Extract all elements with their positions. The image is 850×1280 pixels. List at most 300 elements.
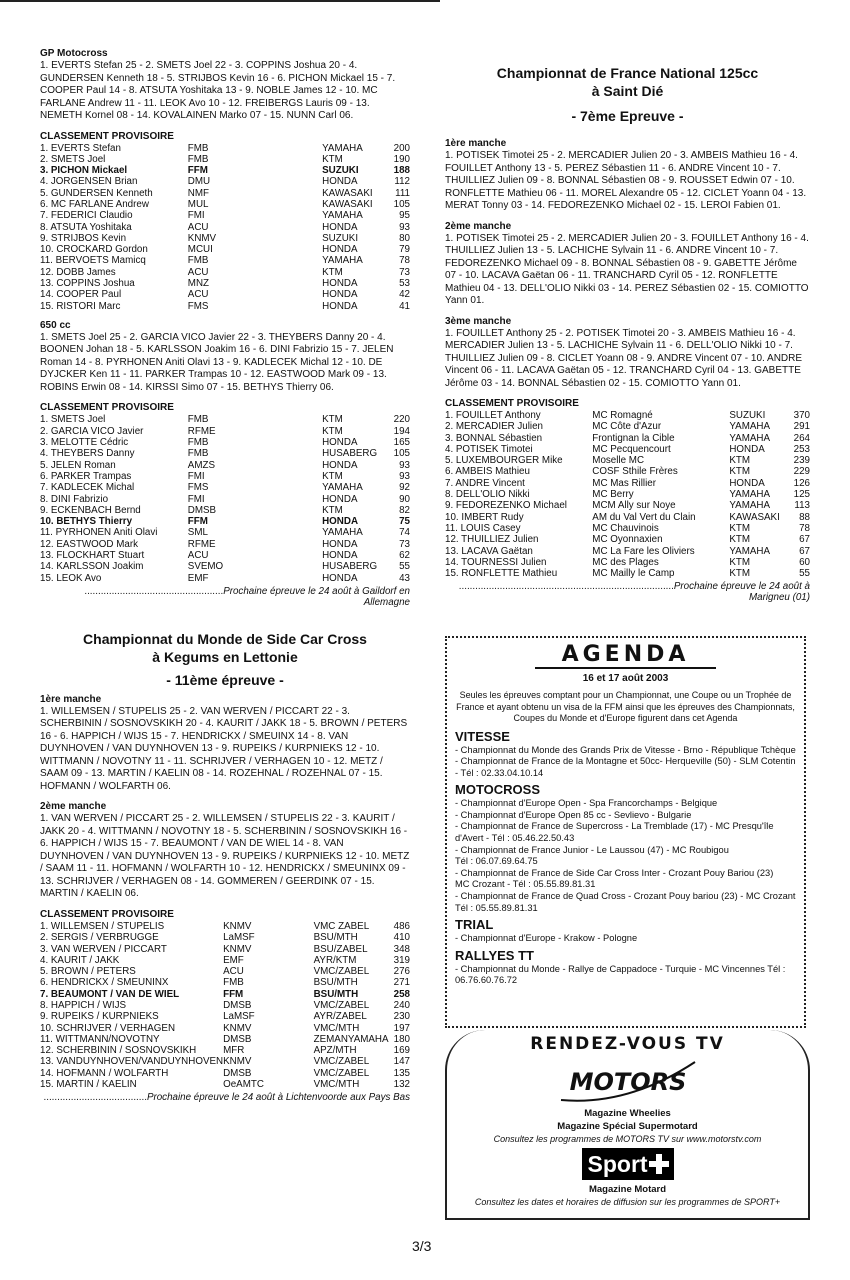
points: 73: [399, 538, 410, 550]
federation: KNMV: [223, 920, 252, 932]
table-row: [40, 154, 410, 165]
rider-name: 12. SCHERBININ / SOSNOVSKIKH: [40, 1045, 197, 1057]
table-row: [40, 977, 410, 988]
left-column: [40, 48, 410, 1103]
make: YAMAHA: [322, 210, 363, 222]
points: 291: [793, 421, 810, 433]
top-rule: [0, 0, 440, 2]
table-row: [40, 301, 410, 312]
rider-name: 15. MARTIN / KAELIN: [40, 1079, 137, 1091]
federation: MC Chauvinois: [592, 522, 659, 534]
manche2-heading: 2ème manche: [40, 801, 107, 813]
points: 75: [399, 516, 410, 528]
federation: FMB: [187, 437, 209, 449]
table-row: [40, 199, 410, 210]
make: BSU/MTH: [313, 988, 359, 1000]
manche3-results: 1. FOUILLET Anthony 25 - 2. POTISEK Timotei 20 - 3. AMBEIS Mathieu 16 - 4. MERCADIER Julien 13 - 5. LACHICHE Sylvain 11 - 6. DELL'OLIO Nikki 10 - 7. THUILLIEZ Julien 09 - 8. CICLET Yoann 08 - 9. ANDRE Vincent 07 - 10. ANDRE Vincent 06 - 11. LACAVA Gaëtan 05 - 12. TRANCHARD Cyril 04 - 13. GABETTE Jérôme 03 - 14. BONNAL Sébastien 02 - 15. COMIOTTO Yann 01.: [445, 327, 803, 389]
federation: ACU: [187, 266, 209, 278]
points: 67: [799, 545, 810, 557]
plus-icon: [647, 1152, 671, 1176]
agenda-item: - Championnat du Monde - Rallye de Cappadoce - Turquie - MC Vincennes Tél : 06.76.60.76.72: [455, 963, 786, 986]
federation: ACU: [187, 550, 209, 562]
rider-name: 3. MELOTTE Cédric: [40, 437, 129, 449]
points: 125: [793, 489, 810, 501]
rider-name: 8. HAPPICH / WIJS: [40, 999, 127, 1011]
table-row: [40, 426, 410, 437]
points: 80: [399, 232, 410, 244]
tv-line-sport-link: Consultez les dates et horaires de diffusion sur les programmes de SPORT+: [474, 1197, 781, 1207]
make: KTM: [322, 470, 343, 482]
federation: EMF: [223, 954, 244, 966]
federation: LaMSF: [223, 1011, 255, 1023]
make: KTM: [322, 504, 343, 516]
points: 93: [399, 470, 410, 482]
gp-classement-table: [40, 143, 410, 312]
make: SUZUKI: [322, 165, 359, 177]
national-classement-table: [445, 410, 810, 579]
table-row: [40, 1011, 410, 1022]
table-row: [40, 437, 410, 448]
make: VMC ZABEL: [313, 920, 370, 932]
table-row: [445, 478, 810, 489]
rider-name: 12. EASTWOOD Mark: [40, 538, 138, 550]
table-row: [445, 433, 810, 444]
agenda-date: 16 et 17 août 2003: [582, 673, 669, 684]
federation: COSF Sthile Frères: [592, 466, 678, 478]
points: 105: [393, 198, 410, 210]
federation: FFM: [187, 165, 208, 177]
rider-name: 6. PARKER Trampas: [40, 470, 132, 482]
table-row: [40, 932, 410, 943]
table-row: [40, 165, 410, 176]
federation: MC Oyonnaxien: [592, 534, 663, 546]
points: 239: [793, 455, 810, 467]
table-row: [445, 500, 810, 511]
points: 55: [799, 568, 810, 580]
cc650-heading: 650 cc: [40, 319, 71, 331]
federation: DMSB: [187, 504, 217, 516]
rider-name: 4. POTISEK Timotei: [445, 443, 533, 455]
make: KTM: [729, 534, 751, 546]
table-row: [40, 222, 410, 233]
table-row: [40, 944, 410, 955]
table-row: [445, 421, 810, 432]
table-row: [40, 176, 410, 187]
make: HONDA: [322, 221, 358, 233]
points: 271: [393, 977, 410, 989]
make: HUSABERG: [322, 561, 378, 573]
rider-name: 2. SMETS Joel: [40, 153, 106, 165]
points: 258: [393, 988, 410, 1000]
tv-line-supermotard: Magazine Spécial Supermotard: [557, 1121, 698, 1132]
federation: ACU: [223, 966, 244, 978]
points: 111: [395, 187, 410, 199]
points: 194: [393, 425, 410, 437]
tv-line-wheelies: Magazine Wheelies: [584, 1108, 671, 1119]
rider-name: 15. RISTORI Marc: [40, 300, 121, 312]
agenda-item: Tél : 06.07.69.64.75: [455, 856, 538, 867]
table-row: [40, 471, 410, 482]
table-row: [40, 267, 410, 278]
rider-name: 11. PYRHONEN Aniti Olavi: [40, 527, 158, 539]
federation: DMSB: [223, 1033, 252, 1045]
make: HONDA: [322, 437, 358, 449]
federation: FMS: [187, 300, 209, 312]
rider-name: 5. GUNDERSEN Kenneth: [40, 187, 153, 199]
sidecar-classement-table: [40, 921, 410, 1090]
agenda-item: MC Crozant - Tél : 05.55.89.81.31: [455, 879, 596, 890]
motors-logo: [553, 1056, 703, 1106]
rider-name: 11. WITTMANN/NOVOTNY: [40, 1033, 160, 1045]
classement-heading: CLASSEMENT PROVISOIRE: [40, 130, 174, 142]
points: 41: [399, 300, 410, 312]
rider-name: 3. BONNAL Sébastien: [445, 432, 543, 444]
table-row: [40, 210, 410, 221]
make: KTM: [322, 266, 343, 278]
table-row: [40, 1079, 410, 1090]
points: 200: [393, 142, 410, 154]
make: HONDA: [322, 278, 358, 290]
make: HONDA: [322, 572, 358, 584]
points: 169: [393, 1045, 410, 1057]
table-row: [445, 444, 810, 455]
agenda-item: - Championnat d'Europe Open - Spa Francorchamps - Belgique: [455, 798, 718, 809]
table-row: [40, 989, 410, 1000]
table-row: [40, 505, 410, 516]
federation: MNZ: [187, 278, 210, 290]
agenda-item: - Championnat d'Europe Open 85 cc - Sevlievo - Bulgarie: [455, 809, 692, 820]
federation: MC Mailly le Camp: [592, 568, 675, 580]
points: 264: [793, 432, 810, 444]
table-row: [40, 448, 410, 459]
points: 135: [393, 1067, 410, 1079]
manche1-heading: 1ère manche: [445, 138, 507, 149]
federation: MC Romagné: [592, 410, 653, 421]
federation: ACU: [187, 221, 209, 233]
rider-name: 7. KADLECEK Michal: [40, 482, 135, 494]
cc650-results: 1. SMETS Joel 25 - 2. GARCIA VICO Javier 22 - 3. THEYBERS Danny 20 - 4. BOONEN Johan 18 - 5. KARLSSON Joakim 16 - 6. DINI Fabrizio 15 - 7. JELEN Roman 14 - 8. PYRHONEN Aniti Olavi 13 - 9. KADLECEK Michal 12 - 10. DE DYJCKER Ken 11 - 11. PARKER Trampas 10 - 12. EASTWOOD Mark 09 - 13. ROBINS Erwin 08 - 14. KIRSSI Simo 07 - 15. BETHYS Thierry 06.: [40, 331, 394, 393]
federation: KNMV: [223, 1056, 252, 1068]
federation: Moselle MC: [592, 455, 645, 467]
rider-name: 10. SCHRIJVER / VERHAGEN: [40, 1022, 176, 1034]
federation: SVEMO: [187, 561, 224, 573]
agenda-item: - Championnat de France de la Montagne et 50cc- Herqueville (50) - SLM Cotentin: [455, 756, 796, 767]
rider-name: 11. LOUIS Casey: [445, 522, 521, 534]
rider-name: 2. SERGIS / VERBRUGGE: [40, 932, 159, 944]
table-row: [40, 966, 410, 977]
points: 93: [399, 459, 410, 471]
federation: FMS: [187, 482, 209, 494]
rider-name: 8. DINI Fabrizio: [40, 493, 109, 505]
table-row: [40, 573, 410, 584]
federation: RFME: [187, 425, 216, 437]
table-row: [40, 255, 410, 266]
points: 105: [393, 448, 410, 460]
table-row: [40, 494, 410, 505]
national-location: à Saint Dié: [591, 83, 664, 99]
make: AYR/ZABEL: [313, 1011, 367, 1023]
rider-name: 5. JELEN Roman: [40, 459, 116, 471]
agenda-item: - Tél : 02.33.04.10.14: [455, 767, 544, 778]
federation: MC La Fare les Oliviers: [592, 545, 695, 557]
table-row: [40, 233, 410, 244]
manche2-results: 1. VAN WERVEN / PICCART 25 - 2. WILLEMSEN / STUPELIS 22 - 3. KAURIT / JAKK 20 - 4. WITTMANN / NOVOTNY 18 - 5. SCHERBININ / SOSNOVSKIKH 16 - 6. HAPPICH / WIJS 15 - 7. BEAUMONT / VAN DE WIEL 14 - 8. VAN DUYNHOVEN / VAN DUYNHOVEN 13 - 9. RUPEIKS / KURPNIEKS 12 - 10. METZ / SAAM 11 - 11. HOFMANN / WOLFARTH 10 - 12. HENDRICKX / SMEUNINX 09 - 13. SCHRIJVER / VERHAGEN 08 - 14. GOMMEREN / GEERDINK 07 - 15. MARTIN / KAELIN 06.: [40, 813, 410, 900]
federation: LaMSF: [223, 932, 255, 944]
table-row: [40, 921, 410, 932]
rider-name: 5. BROWN / PETERS: [40, 966, 136, 978]
classement-heading: CLASSEMENT PROVISOIRE: [445, 398, 579, 409]
table-row: [445, 455, 810, 466]
table-row: [445, 546, 810, 557]
agenda-sections: [455, 729, 796, 988]
make: YAMAHA: [322, 482, 363, 494]
rider-name: 2. MERCADIER Julien: [445, 421, 543, 433]
make: VMC/ZABEL: [313, 999, 370, 1011]
agenda-item: Tél : 05.55.89.81.31: [455, 902, 538, 913]
points: 79: [399, 244, 410, 256]
sidecar-title: Championnat du Monde de Side Car Cross: [83, 630, 367, 647]
make: BSU/MTH: [313, 977, 358, 989]
points: 92: [399, 482, 410, 494]
national-epreuve: - 7ème Epreuve -: [571, 108, 684, 124]
federation: KNMV: [223, 943, 252, 955]
points: 112: [394, 176, 410, 188]
rider-name: 10. CROCKARD Gordon: [40, 244, 148, 256]
rider-name: 1. SMETS Joel: [40, 414, 106, 426]
table-row: [40, 278, 410, 289]
manche2-heading: 2ème manche: [445, 220, 512, 232]
points: 348: [393, 943, 410, 955]
table-row: [445, 512, 810, 523]
rider-name: 9. RUPEIKS / KURPNIEKS: [40, 1011, 159, 1023]
make: KTM: [729, 466, 751, 478]
federation: NMF: [187, 187, 210, 199]
classement-heading: CLASSEMENT PROVISOIRE: [40, 908, 174, 920]
make: ZEMANYAMAHA: [313, 1033, 389, 1045]
make: YAMAHA: [729, 432, 771, 444]
federation: FMB: [187, 142, 209, 154]
points: 240: [393, 999, 410, 1011]
make: HUSABERG: [322, 448, 378, 460]
table-row: [40, 460, 410, 471]
federation: FMI: [187, 470, 205, 482]
points: 197: [393, 1022, 410, 1034]
right-column: [445, 64, 810, 603]
rider-name: 13. FLOCKHART Stuart: [40, 550, 145, 562]
rider-name: 1. WILLEMSEN / STUPELIS: [40, 920, 165, 932]
federation: KNMV: [187, 232, 217, 244]
rider-name: 5. LUXEMBOURGER Mike: [445, 455, 563, 467]
make: YAMAHA: [729, 489, 771, 501]
make: KTM: [322, 153, 343, 165]
table-row: [40, 289, 410, 300]
sport-plus-logo: Sport: [582, 1148, 674, 1180]
rider-name: 4. THEYBERS Danny: [40, 448, 135, 460]
points: 53: [399, 278, 410, 290]
rider-name: 13. VANDUYNHOVEN/VANDUYNHOVEN: [40, 1056, 224, 1068]
table-row: [40, 188, 410, 199]
make: YAMAHA: [729, 545, 771, 557]
table-row: [40, 1056, 410, 1067]
federation: EMF: [187, 572, 209, 584]
points: 188: [393, 165, 410, 177]
agenda-item: - Championnat de France Junior - Le Laussou (47) - MC Roubigou: [455, 844, 729, 855]
federation: MCM Ally sur Noye: [592, 500, 676, 512]
make: VMC/ZABEL: [313, 966, 370, 978]
rider-name: 1. EVERTS Stefan: [40, 142, 121, 154]
make: YAMAHA: [729, 500, 771, 512]
rider-name: 10. IMBERT Rudy: [445, 511, 524, 523]
table-row: [40, 527, 410, 538]
tv-title: RENDEZ-VOUS TV: [530, 1034, 725, 1054]
agenda-item: - Championnat de France de Supercross - La Tremblade (17) - MC Presqu'île d'Avert - Tél : 05.46.22.50.43: [455, 821, 774, 844]
make: HONDA: [322, 550, 358, 562]
make: SUZUKI: [322, 232, 359, 244]
rider-name: 13. COPPINS Joshua: [40, 278, 135, 290]
rider-name: 6. HENDRICKX / SMEUNINX: [40, 977, 169, 989]
points: 220: [393, 414, 410, 426]
page-number: 3/3: [412, 1238, 432, 1254]
agenda-box: [445, 636, 806, 1028]
points: 147: [393, 1056, 410, 1068]
gp-motocross-heading: GP Motocross: [40, 48, 108, 59]
table-row: [40, 550, 410, 561]
agenda-section-heading: VITESSE: [455, 728, 510, 744]
points: 60: [799, 556, 810, 568]
points: 113: [794, 500, 810, 512]
rider-name: 7. BEAUMONT / VAN DE WIEL: [40, 988, 180, 1000]
make: HONDA: [322, 516, 359, 528]
federation: DMU: [187, 176, 211, 188]
federation: MC Côte d'Azur: [592, 421, 662, 433]
federation: KNMV: [223, 1022, 252, 1034]
rider-name: 13. LACAVA Gaëtan: [445, 545, 533, 557]
make: HONDA: [322, 300, 358, 312]
make: KTM: [322, 425, 343, 437]
points: 126: [793, 477, 810, 489]
points: 370: [793, 410, 810, 421]
federation: MC Pecquencourt: [592, 443, 671, 455]
table-row: [40, 482, 410, 493]
points: 55: [399, 561, 410, 573]
rider-name: 14. COOPER Paul: [40, 289, 122, 301]
table-row: [40, 244, 410, 255]
table-row: [445, 410, 810, 421]
make: HONDA: [322, 459, 358, 471]
next-event-note: ...............................................................................Prochaine épreuve le 24 août à Marigneu (01): [458, 581, 810, 604]
make: VMC/ZABEL: [313, 1067, 370, 1079]
cc650-classement-table: [40, 414, 410, 583]
points: 319: [393, 954, 410, 966]
federation: MC Mas Rillier: [592, 477, 656, 489]
points: 132: [393, 1079, 410, 1091]
rider-name: 8. DELL'OLIO Nikki: [445, 489, 530, 501]
rider-name: 15. RONFLETTE Mathieu: [445, 568, 558, 580]
federation: MC Berry: [592, 489, 634, 501]
manche1-results: 1. WILLEMSEN / STUPELIS 25 - 2. VAN WERVEN / PICCART 22 - 3. SCHERBININ / SOSNOVSKIKH 20 - 4. KAURIT / JAKK 18 - 5. BROWN / PETERS 16 - 6. HAPPICH / WIJS 15 - 7. HENDRICKX / SMEUINX 14 - 8. VAN DUYNHOVEN / VAN DUYNHOVEN 13 - 9. RUPEIKS / KURPNIEKS 12 - 10. WITTMANN / NOVOTNY 11 - 11. SCHRIJVER / VERHAGEN 10 - 12. METZ / SAAM 09 - 13. MARTIN / KAELIN 08 - 14. ROZEHNAL / ROZEHNAL 07 - 15. HOFMANN / WOLFARTH 06.: [40, 705, 408, 792]
rider-name: 3. PICHON Mickael: [40, 165, 128, 177]
make: YAMAHA: [322, 255, 363, 267]
table-row: [40, 1068, 410, 1079]
tv-line-motard: Magazine Motard: [588, 1184, 667, 1195]
rider-name: 2. GARCIA VICO Javier: [40, 425, 144, 437]
rider-name: 9. ECKENBACH Bernd: [40, 504, 141, 516]
rider-name: 10. BETHYS Thierry: [40, 516, 133, 528]
federation: FFM: [223, 988, 244, 1000]
make: BSU/MTH: [313, 932, 358, 944]
agenda-intro: Seules les épreuves comptant pour un Championnat, une Coupe ou un Trophée de France et ayant obtenu un visa de la FFM ainsi que les épreuves des Championnats, Coupes du Monde et d'Europe figurent dans cet Agenda: [456, 690, 795, 723]
rider-name: 4. JORGENSEN Brian: [40, 176, 138, 188]
federation: Frontignan la Cible: [592, 432, 675, 444]
federation: DMSB: [223, 999, 252, 1011]
agenda-item: - Championnat d'Europe - Krakow - Pologne: [455, 933, 638, 944]
points: 190: [393, 153, 410, 165]
points: 165: [393, 437, 410, 449]
make: KTM: [729, 455, 751, 467]
federation: FMB: [187, 414, 209, 426]
agenda-section-heading: MOTOCROSS: [455, 782, 540, 798]
tv-box: [445, 1030, 810, 1220]
classement-heading: CLASSEMENT PROVISOIRE: [40, 402, 174, 414]
federation: MFR: [223, 1045, 245, 1057]
federation: FMB: [187, 153, 209, 165]
make: YAMAHA: [729, 421, 771, 433]
table-row: [445, 534, 810, 545]
points: 229: [793, 466, 810, 478]
points: 95: [399, 210, 410, 222]
make: KAWASAKI: [729, 511, 780, 523]
federation: AMZS: [187, 459, 215, 471]
points: 90: [399, 493, 410, 505]
table-row: [445, 489, 810, 500]
make: KAWASAKI: [322, 198, 373, 210]
federation: FMI: [187, 493, 205, 505]
rider-name: 11. BERVOETS Mamicq: [40, 255, 146, 267]
make: HONDA: [322, 538, 358, 550]
make: YAMAHA: [322, 142, 363, 154]
make: VMC/MTH: [313, 1079, 360, 1091]
sidecar-epreuve: - 11ème épreuve -: [166, 671, 284, 688]
federation: MC des Plages: [592, 556, 659, 568]
next-event-note: ......................................Prochaine épreuve le 24 août à Lichtenvoorde aux Pays Bas: [43, 1092, 410, 1104]
make: HONDA: [322, 244, 358, 256]
make: VMC/ZABEL: [313, 1056, 370, 1068]
federation: FMI: [187, 210, 205, 222]
federation: DMSB: [223, 1067, 252, 1079]
rider-name: 12. DOBB James: [40, 266, 116, 278]
points: 67: [799, 534, 810, 546]
make: KTM: [729, 556, 751, 568]
table-row: [445, 557, 810, 568]
rider-name: 14. TOURNESSI Julien: [445, 556, 547, 568]
federation: SML: [187, 527, 208, 539]
make: KAWASAKI: [322, 187, 373, 199]
agenda-item: - Championnat de France de Quad Cross - Crozant Pouy bariou (23) - MC Crozant: [455, 891, 796, 902]
make: KTM: [729, 568, 751, 580]
points: 276: [393, 966, 410, 978]
federation: ACU: [187, 289, 209, 301]
national-title: Championnat de France National 125cc: [496, 65, 759, 81]
points: 78: [399, 255, 410, 267]
points: 42: [399, 289, 410, 301]
federation: FMB: [187, 255, 209, 267]
table-row: [40, 539, 410, 550]
rider-name: 6. AMBEIS Mathieu: [445, 466, 530, 478]
make: YAMAHA: [322, 527, 363, 539]
points: 486: [393, 920, 410, 932]
federation: MUL: [187, 198, 209, 210]
points: 180: [393, 1033, 410, 1045]
